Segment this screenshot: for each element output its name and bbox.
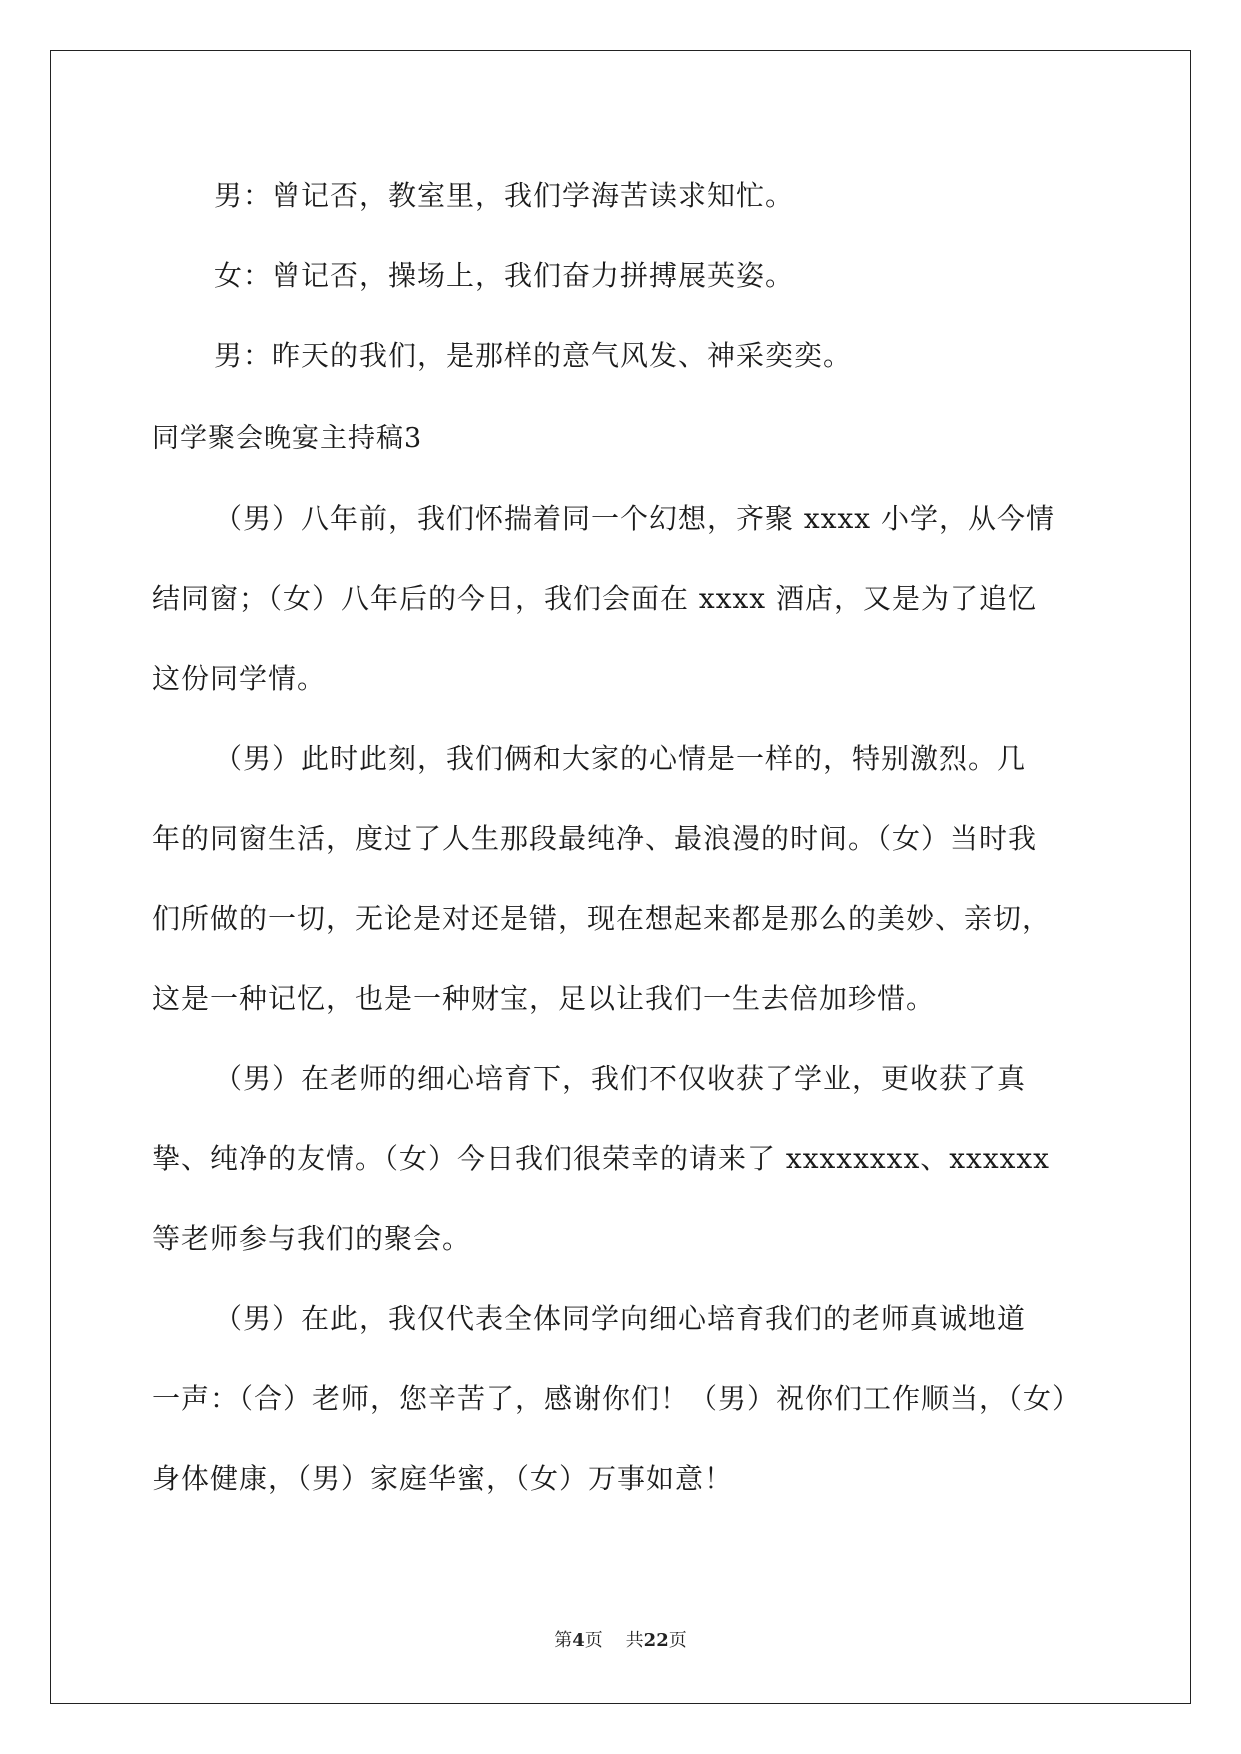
paragraph-line: （男）八年前，我们怀揣着同一个幻想，齐聚 xxxx 小学，从今情 — [214, 502, 1055, 535]
footer-total-suffix: 页 — [668, 1630, 687, 1651]
paragraph-line: 挚、纯净的友情。（女）今日我们很荣幸的请来了 xxxxxxxx、xxxxxx — [152, 1142, 1050, 1175]
paragraph-line: 一声：（合）老师，您辛苦了，感谢你们！（男）祝你们工作顺当，（女） — [152, 1382, 1082, 1415]
paragraph-line: 等老师参与我们的聚会。 — [152, 1222, 472, 1255]
dialogue-line: 女：曾记否，操场上，我们奋力拼搏展英姿。 — [214, 259, 795, 292]
document-body — [152, 168, 1092, 1531]
paragraph-line: 这是一种记忆，也是一种财宝，足以让我们一生去倍加珍惜。 — [152, 982, 936, 1015]
page-footer — [0, 1626, 1241, 1652]
paragraph-line: 这份同学情。 — [152, 662, 327, 695]
dialogue-line: 男：曾记否，教室里，我们学海苦读求知忙。 — [214, 179, 795, 212]
paragraph-line: 们所做的一切，无论是对还是错，现在想起来都是那么的美妙、亲切， — [152, 902, 1052, 935]
paragraph-line: 结同窗；（女）八年后的今日，我们会面在 xxxx 酒店，又是为了追忆 — [152, 582, 1037, 615]
paragraph-line: 年的同窗生活，度过了人生那段最纯净、最浪漫的时间。（女）当时我 — [152, 822, 1038, 855]
paragraph-line: （男）此时此刻，我们俩和大家的心情是一样的，特别激烈。几 — [214, 742, 1027, 775]
footer-prefix: 第 — [554, 1630, 573, 1651]
paragraph-line: （男）在此，我仅代表全体同学向细心培育我们的老师真诚地道 — [214, 1302, 1027, 1335]
paragraph — [152, 491, 1092, 707]
paragraph — [152, 1051, 1092, 1267]
footer-total-prefix: 共 — [625, 1630, 644, 1651]
paragraph-line: 身体健康，（男）家庭华蜜，（女）万事如意！ — [152, 1462, 734, 1495]
paragraph — [152, 731, 1092, 1027]
footer-page-suffix: 页 — [584, 1630, 603, 1651]
dialogue-line: 男：昨天的我们，是那样的意气风发、神采奕奕。 — [214, 339, 853, 372]
section-heading: 同学聚会晚宴主持稿3 — [152, 423, 423, 454]
paragraph-line: （男）在老师的细心培育下，我们不仅收获了学业，更收获了真 — [214, 1062, 1027, 1095]
current-page-number: 4 — [572, 1630, 585, 1651]
paragraph — [152, 1291, 1092, 1507]
total-page-count: 22 — [643, 1630, 669, 1651]
